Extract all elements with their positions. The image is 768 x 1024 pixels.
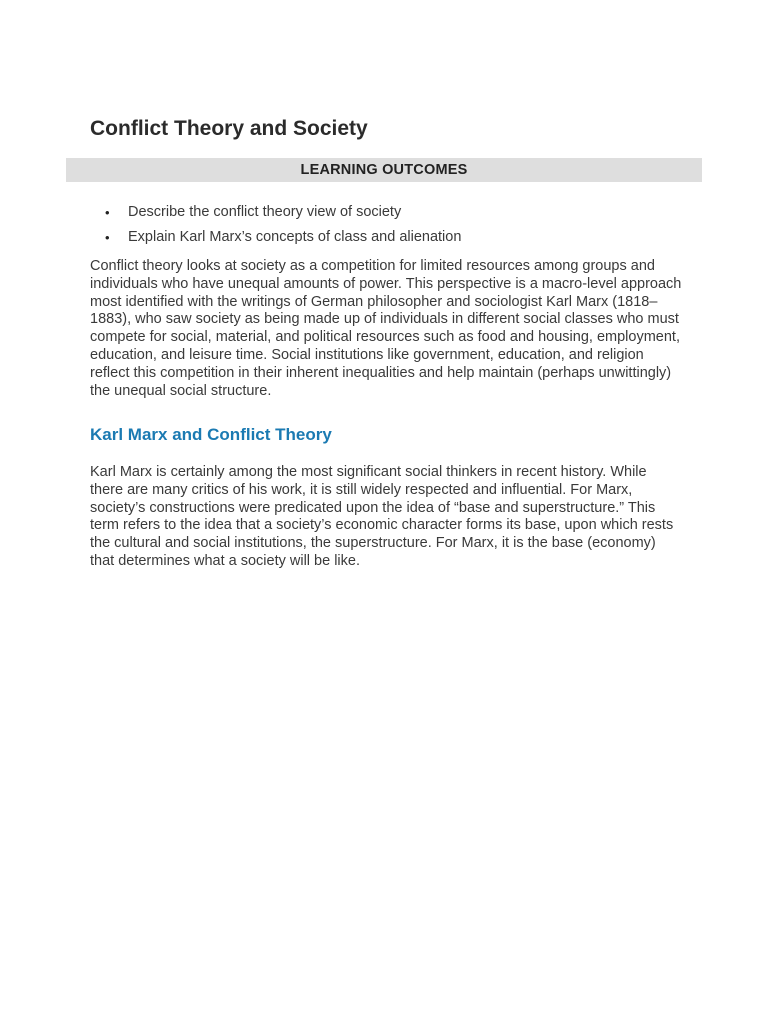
learning-outcomes-list xyxy=(90,200,461,250)
page-title: Conflict Theory and Society xyxy=(90,117,368,140)
learning-outcome-text: Explain Karl Marx’s concepts of class and alienation xyxy=(128,229,462,245)
list-item xyxy=(90,200,461,225)
bullet-icon: • xyxy=(105,205,110,220)
section-heading: Karl Marx and Conflict Theory xyxy=(90,425,332,444)
bullet-icon: • xyxy=(105,230,110,245)
intro-paragraph: Conflict theory looks at society as a competition for limited resources among groups and individuals who have unequal amounts of power. This perspective is a macro-level approach most identified with the writings of German philosopher and sociologist Karl Marx (1818–1883), who saw society as being made up of individuals in different social classes who must compete for social, material, and political resources such as food and housing, employment, education, and leisure time. Social institutions like government, education, and religion reflect this competition in their inherent inequalities and help maintain (perhaps unwittingly) the unequal social structure. xyxy=(90,258,682,399)
list-item xyxy=(90,225,461,250)
learning-outcome-text: Describe the conflict theory view of society xyxy=(128,204,402,220)
learning-outcomes-heading: LEARNING OUTCOMES xyxy=(66,158,702,182)
section-paragraph: Karl Marx is certainly among the most significant social thinkers in recent history. While there are many critics of his work, it is still widely respected and influential. For Marx, society’s constructions were predicated upon the idea of “base and superstructure.” This term refers to the idea that a society’s economic character forms its base, upon which rests the cultural and social institutions, the superstructure. For Marx, it is the base (economy) that determines what a society will be like. xyxy=(90,464,674,569)
